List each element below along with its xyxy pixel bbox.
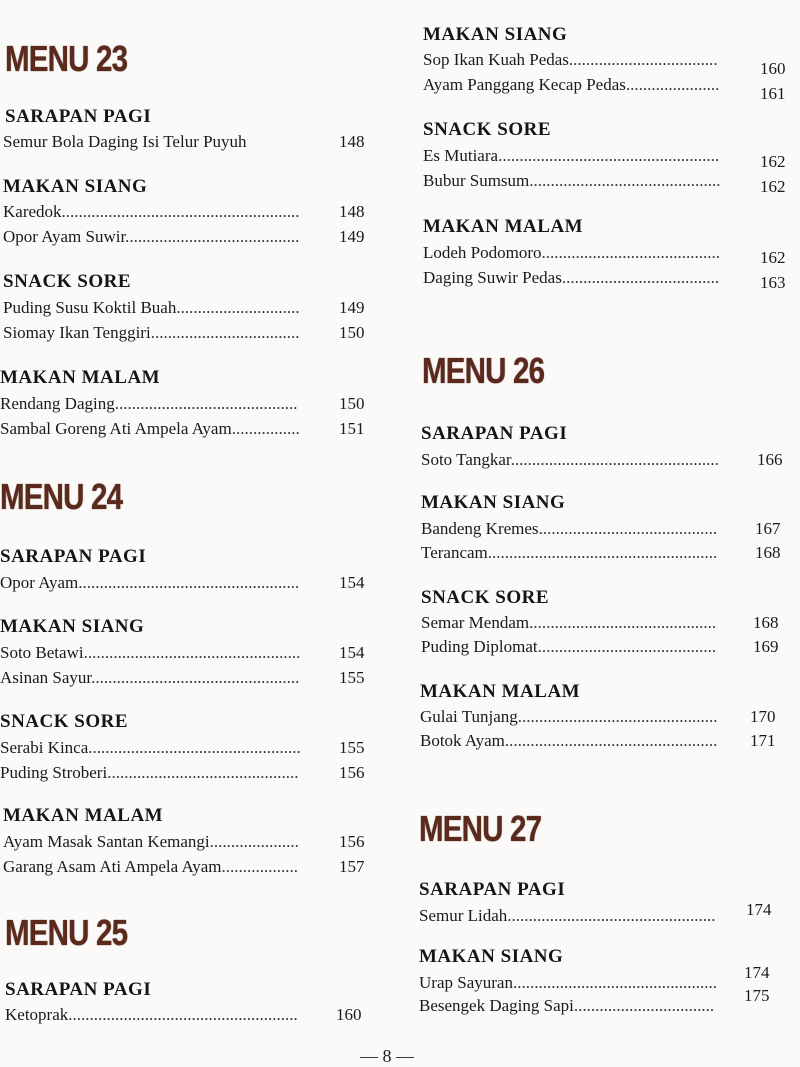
menu-25-siang-item-1 [423, 48, 793, 78]
menu-27-siang-item-2 [419, 986, 789, 1018]
entry-name: Bubur Sumsum............................................. [423, 171, 721, 190]
menu-27-sarapan-item-1 [419, 900, 789, 928]
menu-23-title: MENU 23 [5, 38, 128, 79]
entry-name: Karedok........................................................ [3, 202, 300, 221]
entry-page: 175 [744, 986, 770, 1005]
entry-page: 150 [339, 394, 365, 413]
menu-26-snack-heading: SNACK SORE [421, 587, 549, 608]
entry-page: 166 [757, 450, 783, 469]
menu-25-sarapan-item-1 [5, 1003, 373, 1027]
menu-25-snack-item-1 [423, 144, 793, 171]
leader-dots: .................................................... [498, 146, 720, 165]
menu-26-malam-item-2 [420, 729, 790, 753]
menu-23-malam-item-2 [0, 417, 373, 441]
entry-name: Ayam Masak Santan Kemangi..................... [3, 832, 299, 851]
menu-26-siang-item-2 [421, 541, 791, 565]
menu-23-siang-heading: MAKAN SIANG [3, 176, 148, 197]
entry-page: 168 [753, 613, 779, 632]
leader-dots: ................................................ [512, 973, 717, 992]
leader-dots: ................................... [150, 323, 300, 342]
menu-26-sarapan-heading: SARAPAN PAGI [421, 423, 568, 444]
entry-name: Ayam Panggang Kecap Pedas...................... [423, 75, 720, 94]
leader-dots: ......................................... [125, 227, 300, 246]
entry-page: 160 [760, 59, 786, 78]
entry-name: Opor Ayam Suwir......................................... [3, 227, 300, 246]
entry-page: 174 [746, 900, 772, 919]
entry-page: 156 [339, 763, 365, 782]
entry-name: Ketoprak...................................................... [5, 1005, 298, 1024]
leader-dots: .................. [221, 857, 298, 876]
leader-dots: .................................................. [504, 731, 718, 750]
menu-25-malam-heading: MAKAN MALAM [423, 216, 584, 237]
menu-27-siang-heading: MAKAN SIANG [419, 946, 564, 967]
entry-page: 170 [750, 707, 776, 726]
entry-page: 149 [339, 298, 365, 317]
leader-dots: .......................................... [541, 243, 721, 262]
entry-page: 148 [339, 132, 365, 151]
menu-26-sarapan-item-1 [421, 448, 791, 472]
leader-dots: ................................................. [507, 906, 716, 925]
menu-26-snack-item-2 [421, 635, 791, 659]
entry-page: 150 [339, 323, 365, 342]
menu-25-siang-item-2 [423, 73, 793, 103]
leader-dots: ........................................... [114, 394, 298, 413]
menu-27-siang-item-1 [419, 963, 789, 995]
entry-page: 169 [753, 637, 779, 656]
menu-24-snack-item-2 [0, 761, 373, 785]
entry-page: 162 [760, 177, 786, 196]
leader-dots: ................................................. [91, 668, 300, 687]
leader-dots: ............................. [176, 298, 300, 317]
leader-dots: ........................................................ [61, 202, 300, 221]
entry-page: 161 [760, 84, 786, 103]
leader-dots: ................................. [573, 996, 715, 1015]
menu-24-siang-item-1 [0, 641, 373, 665]
menu-25-title: MENU 25 [5, 912, 128, 953]
entry-name: Opor Ayam.................................................... [0, 573, 300, 592]
menu-24-malam-item-2 [3, 855, 373, 879]
entry-page: 156 [339, 832, 365, 851]
leader-dots: ............................................... [517, 707, 718, 726]
leader-dots: ............................................ [529, 613, 717, 632]
entry-name: Daging Suwir Pedas..................................... [423, 268, 720, 287]
entry-name: Besengek Daging Sapi................................. [419, 996, 715, 1015]
entry-page: 154 [339, 643, 365, 662]
menu-23-malam-heading: MAKAN MALAM [0, 367, 161, 388]
menu-23-sarapan-item-1 [3, 130, 373, 154]
entry-name: Garang Asam Ati Ampela Ayam.................. [3, 857, 298, 876]
page-number: — 8 — [360, 1046, 414, 1066]
menu-23-snack-heading: SNACK SORE [3, 271, 131, 292]
entry-name: Sop Ikan Kuah Pedas................................... [423, 50, 718, 69]
entry-name: Semar Mendam............................................ [421, 613, 717, 632]
menu-24-siang-item-2 [0, 666, 373, 690]
leader-dots: ................................................... [83, 643, 301, 662]
leader-dots: ...................... [625, 75, 720, 94]
entry-page: 155 [339, 738, 365, 757]
entry-page: 171 [750, 731, 776, 750]
leader-dots: ..................... [209, 832, 299, 851]
menu-24-siang-heading: MAKAN SIANG [0, 616, 145, 637]
menu-23-siang-item-2 [3, 225, 373, 249]
menu-26-title: MENU 26 [422, 350, 545, 391]
entry-page: 148 [339, 202, 365, 221]
menu-26-siang-heading: MAKAN SIANG [421, 492, 566, 513]
leader-dots: .......................................... [537, 637, 717, 656]
leader-dots: ................................... [568, 50, 718, 69]
menu-25-snack-item-2 [423, 169, 793, 196]
menu-23-snack-item-2 [3, 321, 373, 345]
entry-name: Bandeng Kremes.......................................... [421, 519, 718, 538]
entry-name: Rendang Daging........................................... [0, 394, 298, 413]
menu-27-sarapan-heading: SARAPAN PAGI [419, 879, 566, 900]
entry-page: 162 [760, 248, 786, 267]
entry-name: Lodeh Podomoro.......................................... [423, 243, 721, 262]
entry-page: 157 [339, 857, 365, 876]
menu-26-snack-item-1 [421, 611, 791, 635]
entry-page: 155 [339, 668, 365, 687]
menu-24-malam-heading: MAKAN MALAM [3, 805, 164, 826]
menu-26-siang-item-1 [421, 517, 791, 541]
menu-23-snack-item-1 [3, 296, 373, 320]
menu-24-snack-heading: SNACK SORE [0, 711, 128, 732]
menu-25-sarapan-heading: SARAPAN PAGI [5, 979, 152, 1000]
entry-page: 174 [744, 963, 770, 982]
leader-dots: ................................................. [510, 450, 719, 469]
menu-25-malam-item-2 [423, 266, 793, 290]
entry-name: Asinan Sayur................................................. [0, 668, 300, 687]
menu-24-snack-item-1 [0, 736, 373, 760]
entry-name: Gulai Tunjang............................................... [420, 707, 718, 726]
entry-name: Siomay Ikan Tenggiri................................... [3, 323, 300, 342]
menu-24-title: MENU 24 [0, 476, 123, 517]
entry-page: 160 [336, 1005, 362, 1024]
entry-page: 163 [760, 273, 786, 292]
menu-25-siang-heading: MAKAN SIANG [423, 24, 568, 45]
entry-page: 167 [755, 519, 781, 538]
entry-name: Es Mutiara.................................................... [423, 146, 720, 165]
menu-24-sarapan-heading: SARAPAN PAGI [0, 546, 147, 567]
entry-page: 154 [339, 573, 365, 592]
entry-name: Sambal Goreng Ati Ampela Ayam................ [0, 419, 300, 438]
entry-name: Semur Bola Daging Isi Telur Puyuh [3, 132, 247, 151]
leader-dots: .......................................... [538, 519, 718, 538]
menu-23-malam-item-1 [0, 392, 373, 416]
entry-page: 168 [755, 543, 781, 562]
entry-page: 162 [760, 152, 786, 171]
menu-24-sarapan-item-1 [0, 571, 373, 595]
entry-name: Puding Susu Koktil Buah............................. [3, 298, 300, 317]
menu-25-malam-item-1 [423, 241, 793, 265]
entry-page: 151 [339, 419, 365, 438]
leader-dots: ..................................... [561, 268, 720, 287]
entry-name: Puding Diplomat.......................................... [421, 637, 717, 656]
menu-23-siang-item-1 [3, 200, 373, 224]
leader-dots: ............................................. [529, 171, 721, 190]
leader-dots: ............................................. [107, 763, 299, 782]
entry-name: Semur Lidah................................................. [419, 906, 716, 925]
menu-27-title: MENU 27 [419, 808, 542, 849]
leader-dots: ................ [231, 419, 300, 438]
entry-name: Soto Betawi................................................... [0, 643, 301, 662]
leader-dots: ...................................................... [68, 1005, 298, 1024]
entry-name: Soto Tangkar................................................. [421, 450, 719, 469]
menu-24-malam-item-1 [3, 830, 373, 854]
entry-name: Urap Sayuran................................................ [419, 973, 717, 992]
entry-name: Serabi Kinca.................................................. [0, 738, 301, 757]
leader-dots: .................................................... [78, 573, 300, 592]
menu-25-snack-heading: SNACK SORE [423, 119, 551, 140]
leader-dots: .................................................. [88, 738, 301, 757]
entry-name: Terancam...................................................... [421, 543, 718, 562]
entry-name: Botok Ayam.................................................. [420, 731, 718, 750]
menu-26-malam-item-1 [420, 705, 790, 729]
entry-name: Puding Stroberi............................................. [0, 763, 299, 782]
menu-23-sarapan-heading: SARAPAN PAGI [5, 106, 152, 127]
menu-26-malam-heading: MAKAN MALAM [420, 681, 581, 702]
entry-page: 149 [339, 227, 365, 246]
leader-dots: ...................................................... [487, 543, 718, 562]
